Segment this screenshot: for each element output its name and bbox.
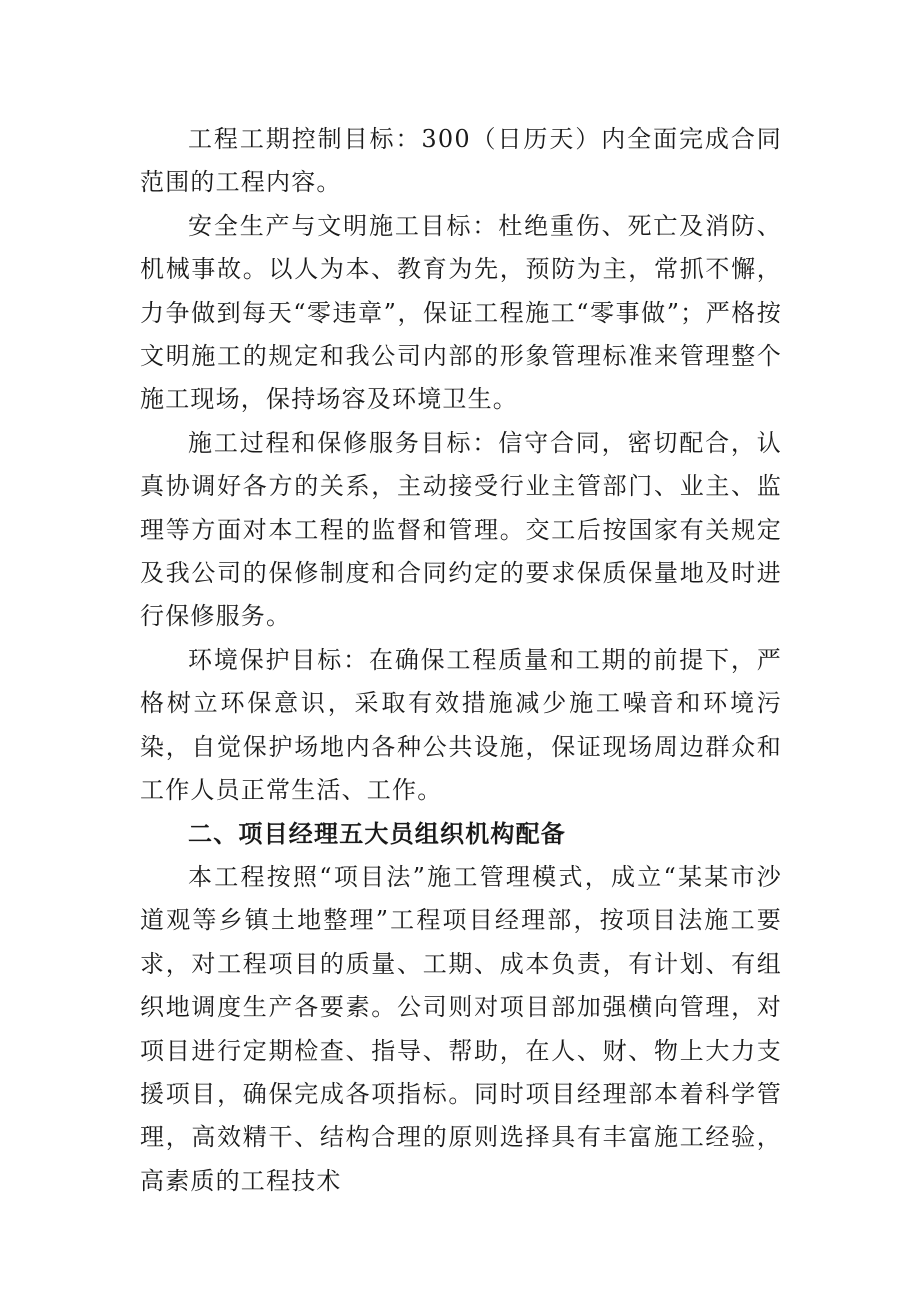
document-body: [140, 118, 782, 1203]
paragraph-schedule-target: 工程工期控制目标：300（日历天）内全面完成合同范围的工程内容。: [140, 125, 782, 197]
paragraph-safety-target: 安全生产与文明施工目标：杜绝重伤、死亡及消防、机械事故。以人为本、教育为先，预防为主，常抓不懈，力争做到每天“零违章”，保证工程施工“零事做”；严格按文明施工的规定和我公司内部的形象管理标准来管理整个施工现场，保持场容及环境卫生。: [140, 211, 782, 414]
paragraph-organization: 本工程按照“项目法”施工管理模式，成立“某某市沙道观等乡镇土地整理”工程项目经理部，按项目法施工要求，对工程项目的质量、工期、成本负责，有计划、有组织地调度生产各要素。公司则对项目部加强横向管理，对项目进行定期检查、指导、帮助，在人、财、物上大力支援项目，确保完成各项指标。同时项目经理部本着科学管理，高效精干、结构合理的原则选择具有丰富施工经验，高素质的工程技术: [140, 862, 782, 1195]
section-heading: 二、项目经理五大员组织机构配备: [188, 819, 566, 848]
paragraph-service-target: 施工过程和保修服务目标：信守合同，密切配合，认真协调好各方的关系，主动接受行业主管部门、业主、监理等方面对本工程的监督和管理。交工后按国家有关规定及我公司的保修制度和合同约定的要求保质保量地及时进行保修服务。: [140, 428, 782, 631]
paragraph-environment-target: 环境保护目标：在确保工程质量和工期的前提下，严格树立环保意识，采取有效措施减少施工噪音和环境污染，自觉保护场地内各种公共设施，保证现场周边群众和工作人员正常生活、工作。: [140, 645, 782, 805]
